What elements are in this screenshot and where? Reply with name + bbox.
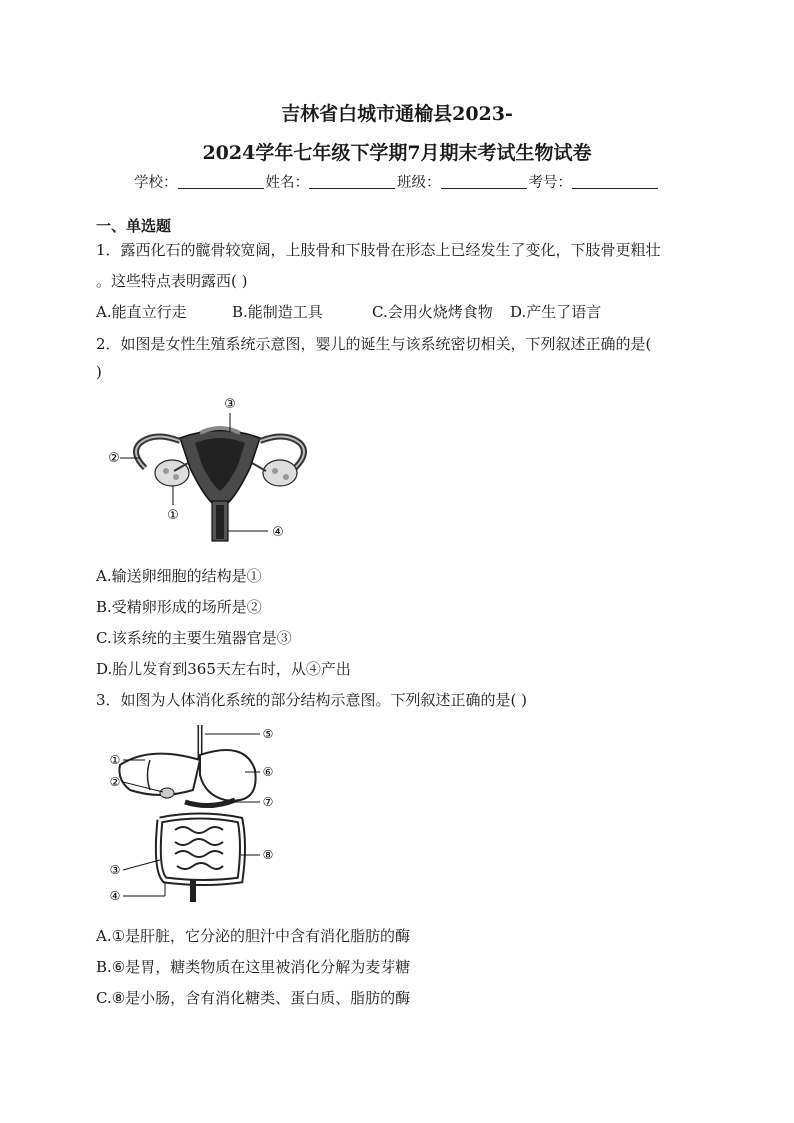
q1-option-c[interactable]: C.会用火烧烤食物 xyxy=(372,303,493,321)
q2-option-d[interactable]: D.胎儿发育到365天左右时，从④产出 xyxy=(96,660,351,678)
q2-option-c[interactable]: C.该系统的主要生殖器官是③ xyxy=(96,629,292,647)
student-info-line xyxy=(0,171,794,192)
class-blank[interactable] xyxy=(441,174,527,189)
q2-label-1: ① xyxy=(167,508,179,523)
exam-title-line2: 2024学年七年级下学期7月期末考试生物试卷 xyxy=(202,142,592,164)
class-label: 班级： xyxy=(397,175,441,191)
stomach xyxy=(200,750,256,801)
q3-label-1: ① xyxy=(109,753,121,767)
q2-label-3: ③ xyxy=(224,397,236,412)
digestive-system-diagram xyxy=(105,720,285,912)
exam-no-label: 考号： xyxy=(528,175,572,191)
q3-label-5: ⑤ xyxy=(262,727,274,741)
left-ovary xyxy=(155,460,189,486)
q1-stem-line1: 1．露西化石的髋骨较宽阔，上肢骨和下肢骨在形态上已经发生了变化，下肢骨更粗壮 xyxy=(96,241,661,259)
female-reproductive-diagram xyxy=(100,393,340,553)
q2-label-2: ② xyxy=(108,451,120,466)
q3-label-8: ⑧ xyxy=(262,848,274,862)
exam-no-blank[interactable] xyxy=(572,174,658,189)
small-intestine xyxy=(175,827,223,869)
q3-stem: 3．如图为人体消化系统的部分结构示意图。下列叙述正确的是( ) xyxy=(96,691,528,709)
q1-options xyxy=(96,301,601,322)
q3-label-2: ② xyxy=(109,775,121,789)
q3-label-6: ⑥ xyxy=(262,765,274,779)
pancreas xyxy=(185,800,235,806)
right-ovary xyxy=(263,460,297,486)
q1-option-a[interactable]: A.能直立行走 xyxy=(96,303,187,321)
q2-label-4: ④ xyxy=(272,525,284,540)
large-intestine xyxy=(158,816,242,883)
q3-label-3: ③ xyxy=(109,863,121,877)
name-label: 姓名： xyxy=(265,175,309,191)
q2-option-b[interactable]: B.受精卵形成的场所是② xyxy=(96,598,262,616)
q1-option-b[interactable]: B.能制造工具 xyxy=(232,303,323,321)
q3-label-7: ⑦ xyxy=(262,795,274,809)
q1-option-d[interactable]: D.产生了语言 xyxy=(510,303,602,321)
q3-option-c[interactable]: C.⑧是小肠，含有消化糖类、蛋白质、脂肪的酶 xyxy=(96,989,411,1007)
q3-option-a[interactable]: A.①是肝脏，它分泌的胆汁中含有消化脂肪的酶 xyxy=(96,927,411,945)
q1-stem-line2: 。这些特点表明露西( ) xyxy=(96,272,248,290)
q2-stem-line2: ) xyxy=(96,363,102,381)
name-blank[interactable] xyxy=(309,174,395,189)
q2-option-a[interactable]: A.输送卵细胞的结构是① xyxy=(96,567,262,585)
q2-stem-line1: 2．如图是女性生殖系统示意图，婴儿的诞生与该系统密切相关，下列叙述正确的是( xyxy=(96,335,652,353)
q3-label-4: ④ xyxy=(109,889,121,903)
school-label: 学校： xyxy=(134,175,178,191)
q3-option-b[interactable]: B.⑥是胃，糖类物质在这里被消化分解为麦芽糖 xyxy=(96,958,411,976)
exam-title-line1: 吉林省白城市通榆县2023- xyxy=(281,103,513,125)
school-blank[interactable] xyxy=(178,174,264,189)
section-heading: 一、单选题 xyxy=(96,217,172,235)
